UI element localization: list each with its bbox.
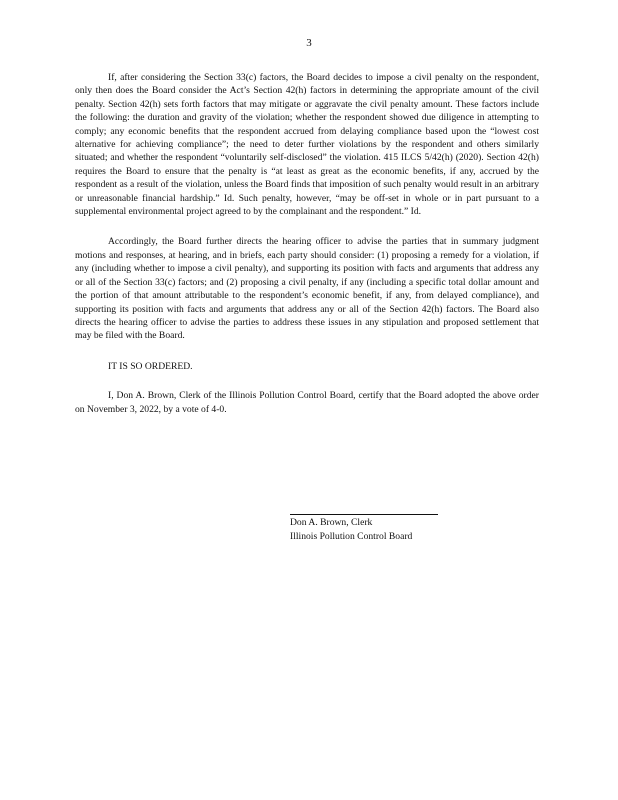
- order-statement: IT IS SO ORDERED.: [108, 360, 193, 372]
- penalty-factors-paragraph: If, after considering the Section 33(c) factors, the Board decides to impose a civil penalty on the respondent, only then does the Board consider the Act’s Section 42(h) factors in determining the appropriate amount of the civil penalty. Section 42(h) sets forth factors that may mitigate or aggravate the civil penalty amount. These factors include the following: the duration and gravity of the violation; whether the respondent showed due diligence in attempting to comply; any economic benefits that the respondent accrued from delaying compliance based upon the “lowest cost alternative for achieving compliance”; the need to deter further violations by the respondent and others similarly situated; and whether the respondent “voluntarily self-disclosed” the violation. 415 ILCS 5/42(h) (2020). Section 42(h) requires the Board to ensure that the penalty is “at least as great as the economic benefits, if any, accrued by the respondent as a result of the violation, unless the Board finds that imposition of such penalty would result in an arbitrary or unreasonable financial hardship.” Id. Such penalty, however, “may be off-set in whole or in part pursuant to a supplemental environmental project agreed to by the complainant and the respondent.” Id.: [75, 72, 539, 218]
- signature-line: [290, 514, 438, 515]
- page-number: 3: [306, 37, 312, 49]
- clerk-certification: I, Don A. Brown, Clerk of the Illinois Pollution Control Board, certify that the Board adopted the above order on November 3, 2022, by a vote of 4-0.: [75, 390, 539, 415]
- signatory-organization: Illinois Pollution Control Board: [290, 531, 413, 542]
- hearing-officer-directive-paragraph: Accordingly, the Board further directs the hearing officer to advise the parties that in summary judgment motions and responses, at hearing, and in briefs, each party should consider: (1) proposing a remedy for a violation, if any (including whether to impose a civil penalty), and supporting its position with facts and arguments that address any or all of the Section 33(c) factors; and (2) proposing a civil penalty, if any (including a specific total dollar amount and the portion of that amount attributable to the respondent’s economic benefit, if any, from delayed compliance), and supporting its position with facts and arguments that address any or all of the Section 42(h) factors. The Board also directs the hearing officer to advise the parties to address these issues in any stipulation and proposed settlement that may be filed with the Board.: [75, 236, 539, 342]
- signatory-name: Don A. Brown, Clerk: [290, 517, 373, 528]
- signature-block: [290, 516, 412, 544]
- document-body: [75, 71, 539, 433]
